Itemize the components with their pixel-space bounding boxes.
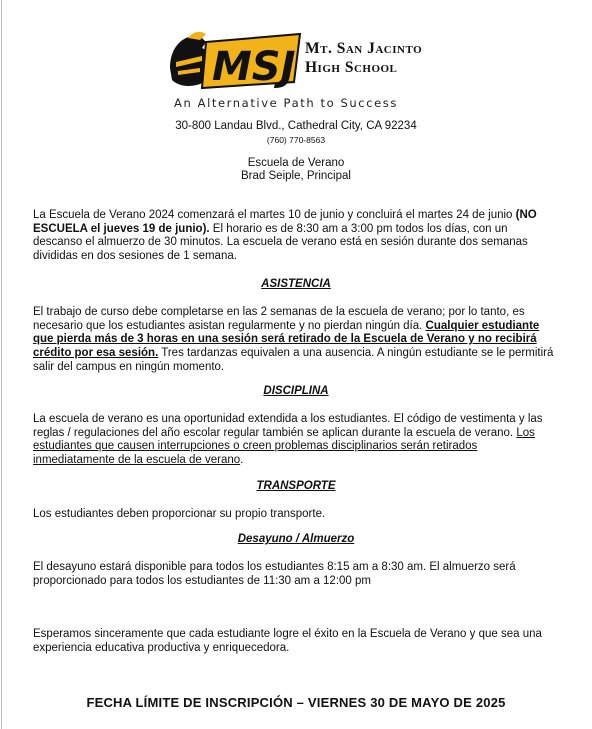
- attendance-warning: Cualquier estudiante que pierda más de 3 horas en una sesión será retirado de la Escuela de Verano y no recibirá crédito por esa sesión.: [33, 319, 540, 360]
- school-name-line2: High School: [305, 59, 398, 76]
- attendance-text-2: Tres tardanzas equivalen a una ausencia. A ningún estudiante se le permitirá salir del campus en ningún momento.: [33, 347, 554, 373]
- intro-text-1: La Escuela de Verano 2024 comenzará el martes 10 de junio y concluirá el martes 24 de junio: [33, 209, 516, 221]
- school-logo: [166, 28, 466, 120]
- registration-deadline: FECHA LÍMITE DE INSCRIPCIÓN – VIERNES 30 DE MAYO DE 2025: [86, 695, 506, 710]
- intro-no-school-note: (NO ESCUELA el jueves 19 de junio).: [33, 209, 537, 235]
- page-edge-line: [1, 0, 2, 729]
- intro-text-2: El horario es de 8:30 am a 3:00 pm todos los días, con un descanso el almuerzo de 30 minutos. La escuela de verano está en sesión durante dos semanas divididas en dos sesiones de 1 semana.: [33, 222, 528, 263]
- transport-heading: TRANSPORTE: [256, 480, 336, 492]
- discipline-heading: DISCIPLINA: [263, 385, 329, 397]
- knight-msj-logo-icon: [166, 28, 304, 94]
- discipline-text: La escuela de verano es una oportunidad extendida a los estudiantes. El código de vestimenta y las reglas / regulaciones del año escolar regular también se aplican durante la escuela de verano.: [33, 413, 543, 439]
- intro-paragraph: [33, 209, 558, 264]
- attendance-text-1: El trabajo de curso debe completarse en las 2 semanas de la escuela de verano; por lo tanto, es necesario que los estudiantes asistan regularmente y no pierdan ningún día.: [33, 306, 525, 332]
- meals-paragraph: El desayuno estará disponible para todos los estudiantes 8:15 am a 8:30 am. El almuerzo será proporcionado para todos los estudiantes de 11:30 am a 12:00 pm: [33, 561, 516, 587]
- transport-paragraph: Los estudiantes deben proporcionar su propio transporte.: [33, 508, 326, 520]
- meals-heading: Desayuno / Almuerzo: [237, 533, 355, 545]
- tagline: An Alternative Path to Success: [174, 96, 398, 110]
- closing-paragraph: Esperamos sinceramente que cada estudiante logre el éxito en la Escuela de Verano y que sea una experiencia educativa productiva y enriquecedora.: [33, 628, 542, 654]
- discipline-warning: Los estudiantes que causen interrupciones o creen problemas disciplinarios serán retirados inmediatamente de la escuela de verano: [33, 426, 535, 467]
- discipline-end: .: [240, 454, 244, 467]
- phone-number: (760) 770-8563: [266, 135, 326, 145]
- school-name: [305, 39, 475, 77]
- svg-text:MSJ: MSJ: [212, 44, 296, 90]
- program-name: Escuela de Verano: [247, 157, 345, 169]
- principal-name: Brad Seiple, Principal: [241, 170, 351, 182]
- attendance-heading: ASISTENCIA: [261, 278, 331, 290]
- address: 30-800 Landau Blvd., Cathedral City, CA 92234: [175, 120, 417, 132]
- discipline-paragraph: [33, 413, 558, 468]
- attendance-paragraph: [33, 306, 558, 375]
- school-name-line1: Mt. San Jacinto: [305, 40, 423, 57]
